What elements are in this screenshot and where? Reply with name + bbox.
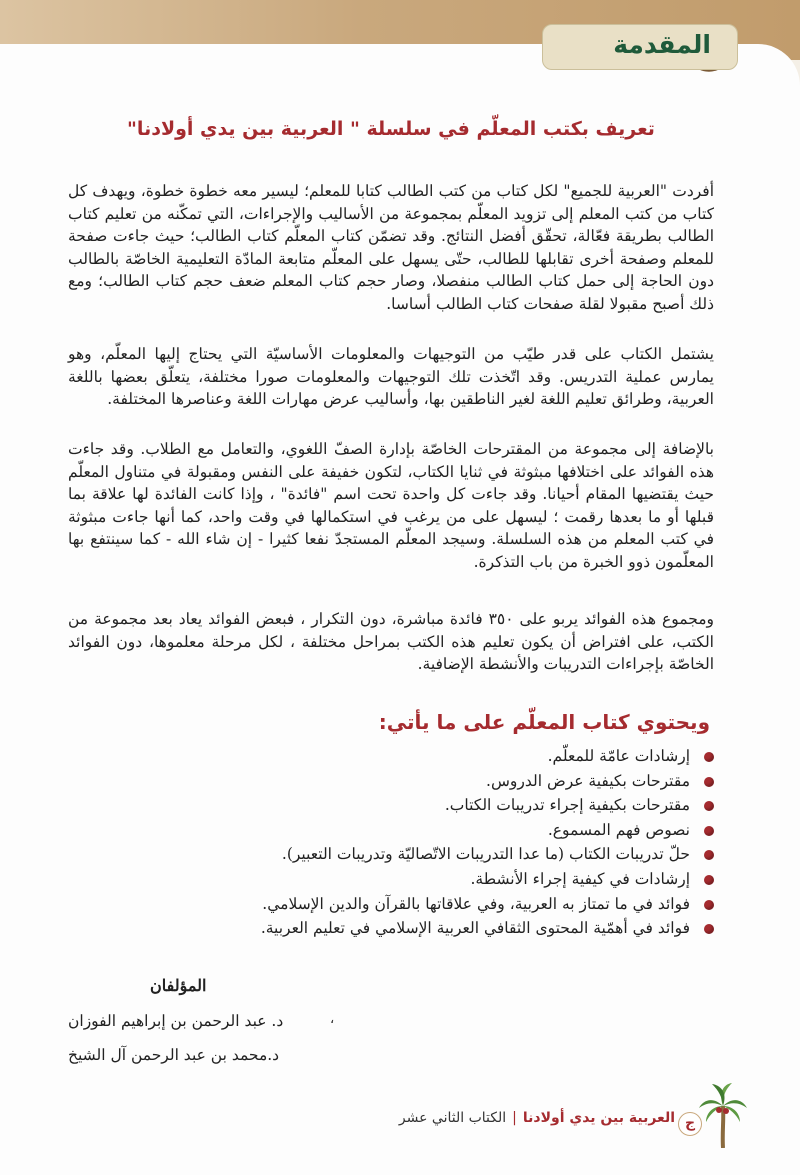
section-tab	[542, 24, 738, 70]
list-item-text: نصوص فهم المسموع.	[547, 820, 690, 839]
paragraph-3	[68, 438, 714, 573]
paragraph-text: ومجموع هذه الفوائد يربو على ٣٥٠ فائدة مباشرة، دون التكرار ، فبعض الفوائد يعاد بعد مجموعة من الكتب، على افتراض أن يكون تعليم هذه الكتب بمراحل مختلفة ، لكل مرحلة معلموها، دون الفوائد الخاصّة بإجراءات التدريبات والأنشطة الإضافية.	[68, 610, 714, 673]
list-item	[94, 892, 714, 917]
list-item-text: إرشادات في كيفية إجراء الأنشطة.	[470, 869, 690, 888]
list-item	[94, 867, 714, 892]
list-item	[94, 916, 714, 941]
section-label: المقدمة	[613, 30, 711, 59]
list-item	[94, 769, 714, 794]
contents-list	[94, 744, 714, 941]
contents-title: ويحتوي كتاب المعلّم على ما يأتي:	[378, 710, 710, 734]
list-item-text: حلّ تدريبات الكتاب (ما عدا التدريبات الاتّصاليّة وتدريبات التعبير).	[281, 845, 690, 864]
paragraph-4	[68, 608, 714, 676]
footer-series: العربية بين يدي أولادنا	[522, 1110, 675, 1126]
paragraph-text: يشتمل الكتاب على قدر طيّب من التوجيهات والمعلومات الأساسيّة التي يحتاج إليها المعلّم، وهو يمارس عملية التدريس. وقد اتّخذت تلك التوجيهات والمعلومات صورا مختلفة، يتعلّق بعضها باللغة العربية، وطرائق تعليم اللغة لغير الناطقين بها، وأساليب عرض مهارات اللغة وعناصرها المختلفة.	[68, 345, 714, 408]
list-item-text: فوائد في ما تمتاز به العربية، وفي علاقاتها بالقرآن والدين الإسلامي.	[262, 894, 690, 913]
bullet-icon	[704, 777, 714, 787]
list-item-text: فوائد في أهمّية المحتوى الثقافي العربية الإسلامي في تعليم العربية.	[260, 919, 690, 938]
list-item-text: إرشادات عامّة للمعلّم.	[547, 747, 690, 765]
page-number: ج	[678, 1112, 702, 1136]
list-item	[94, 818, 714, 843]
bullet-icon	[704, 752, 714, 762]
list-item	[94, 744, 714, 769]
list-item-text: مقترحات بكيفية إجراء تدريبات الكتاب.	[444, 796, 690, 815]
author-name-2: د.محمد بن عبد الرحمن آل الشيخ	[68, 1046, 280, 1064]
palm-tree-icon	[698, 1082, 748, 1148]
bullet-icon	[704, 801, 714, 811]
paragraph-2	[68, 343, 714, 411]
paragraph-text: أفردت "العربية للجميع" لكل كتاب من كتب الطالب كتابا للمعلم؛ ليسير معه خطوة خطوة، ويهدف كل كتاب من كتب المعلم إلى تزويد المعلّم بمجموعة من الأساليب والإجراءات، التي تمكّنه من تعليم كتاب الطالب بطريقة فعّالة، تحقّق أفضل النتائج. وقد تضمّن كتاب المعلّم كتاب الطالب؛ حيث جاءت صفحة للمعلم وصفحة أخرى تقابلها للطالب، حتّى يسهل على المعلّم متابعة المادّة التعليمية الخاصّة بالطالب دون الحاجة إلى حمل كتاب الطالب منفصلا، وصار حجم كتاب المعلم ضعف حجم كتاب الطالب؛ ومع ذلك أصبح مقبولا لقلة صفحات كتاب الطالب أساسا.	[68, 182, 714, 313]
authors-heading: المؤلفان	[150, 976, 207, 995]
bullet-icon	[704, 826, 714, 836]
paragraph-1	[68, 180, 714, 315]
bullet-icon	[704, 900, 714, 910]
footer-separator: |	[512, 1110, 517, 1126]
author-name-1: د. عبد الرحمن بن إبراهيم الفوزان	[68, 1012, 284, 1030]
bullet-icon	[704, 850, 714, 860]
footer-book: الكتاب الثاني عشر	[398, 1110, 507, 1126]
main-title: تعريف بكتب المعلّم في سلسلة " العربية بين يدي أولادنا"	[127, 118, 655, 140]
author-mark: ،	[330, 1012, 335, 1027]
bullet-icon	[704, 924, 714, 934]
bullet-icon	[704, 875, 714, 885]
list-item-text: مقترحات بكيفية عرض الدروس.	[486, 771, 690, 790]
paragraph-text: بالإضافة إلى مجموعة من المقترحات الخاصّة بإدارة الصفّ اللغوي، والتعامل مع الطلاب. وقد جاءت هذه الفوائد على اختلافها مبثوثة في ثنايا الكتاب، لتكون خفيفة على النفس ومقبولة في متناول المعلّم حيث يقتضيها المقام أحيانا. وقد جاءت كل واحدة تحت اسم "فائدة" ، وإذا كانت الفائدة لها علاقة بما قبلها أو ما بعدها رقمت ؛ ليسهل على من يرغب في استكمالها في وقت واحد، كما أنها جاءت مبثوثة في كتب المعلم من هذه السلسلة. وسيجد المعلّم المستجدّ نفعا كثيرا - إن شاء الله - كما سينتفع بها المعلّمون ذوو الخبرة من باب التذكرة.	[68, 440, 714, 571]
list-item	[94, 793, 714, 818]
list-item	[94, 842, 714, 867]
page-footer	[399, 1110, 675, 1126]
